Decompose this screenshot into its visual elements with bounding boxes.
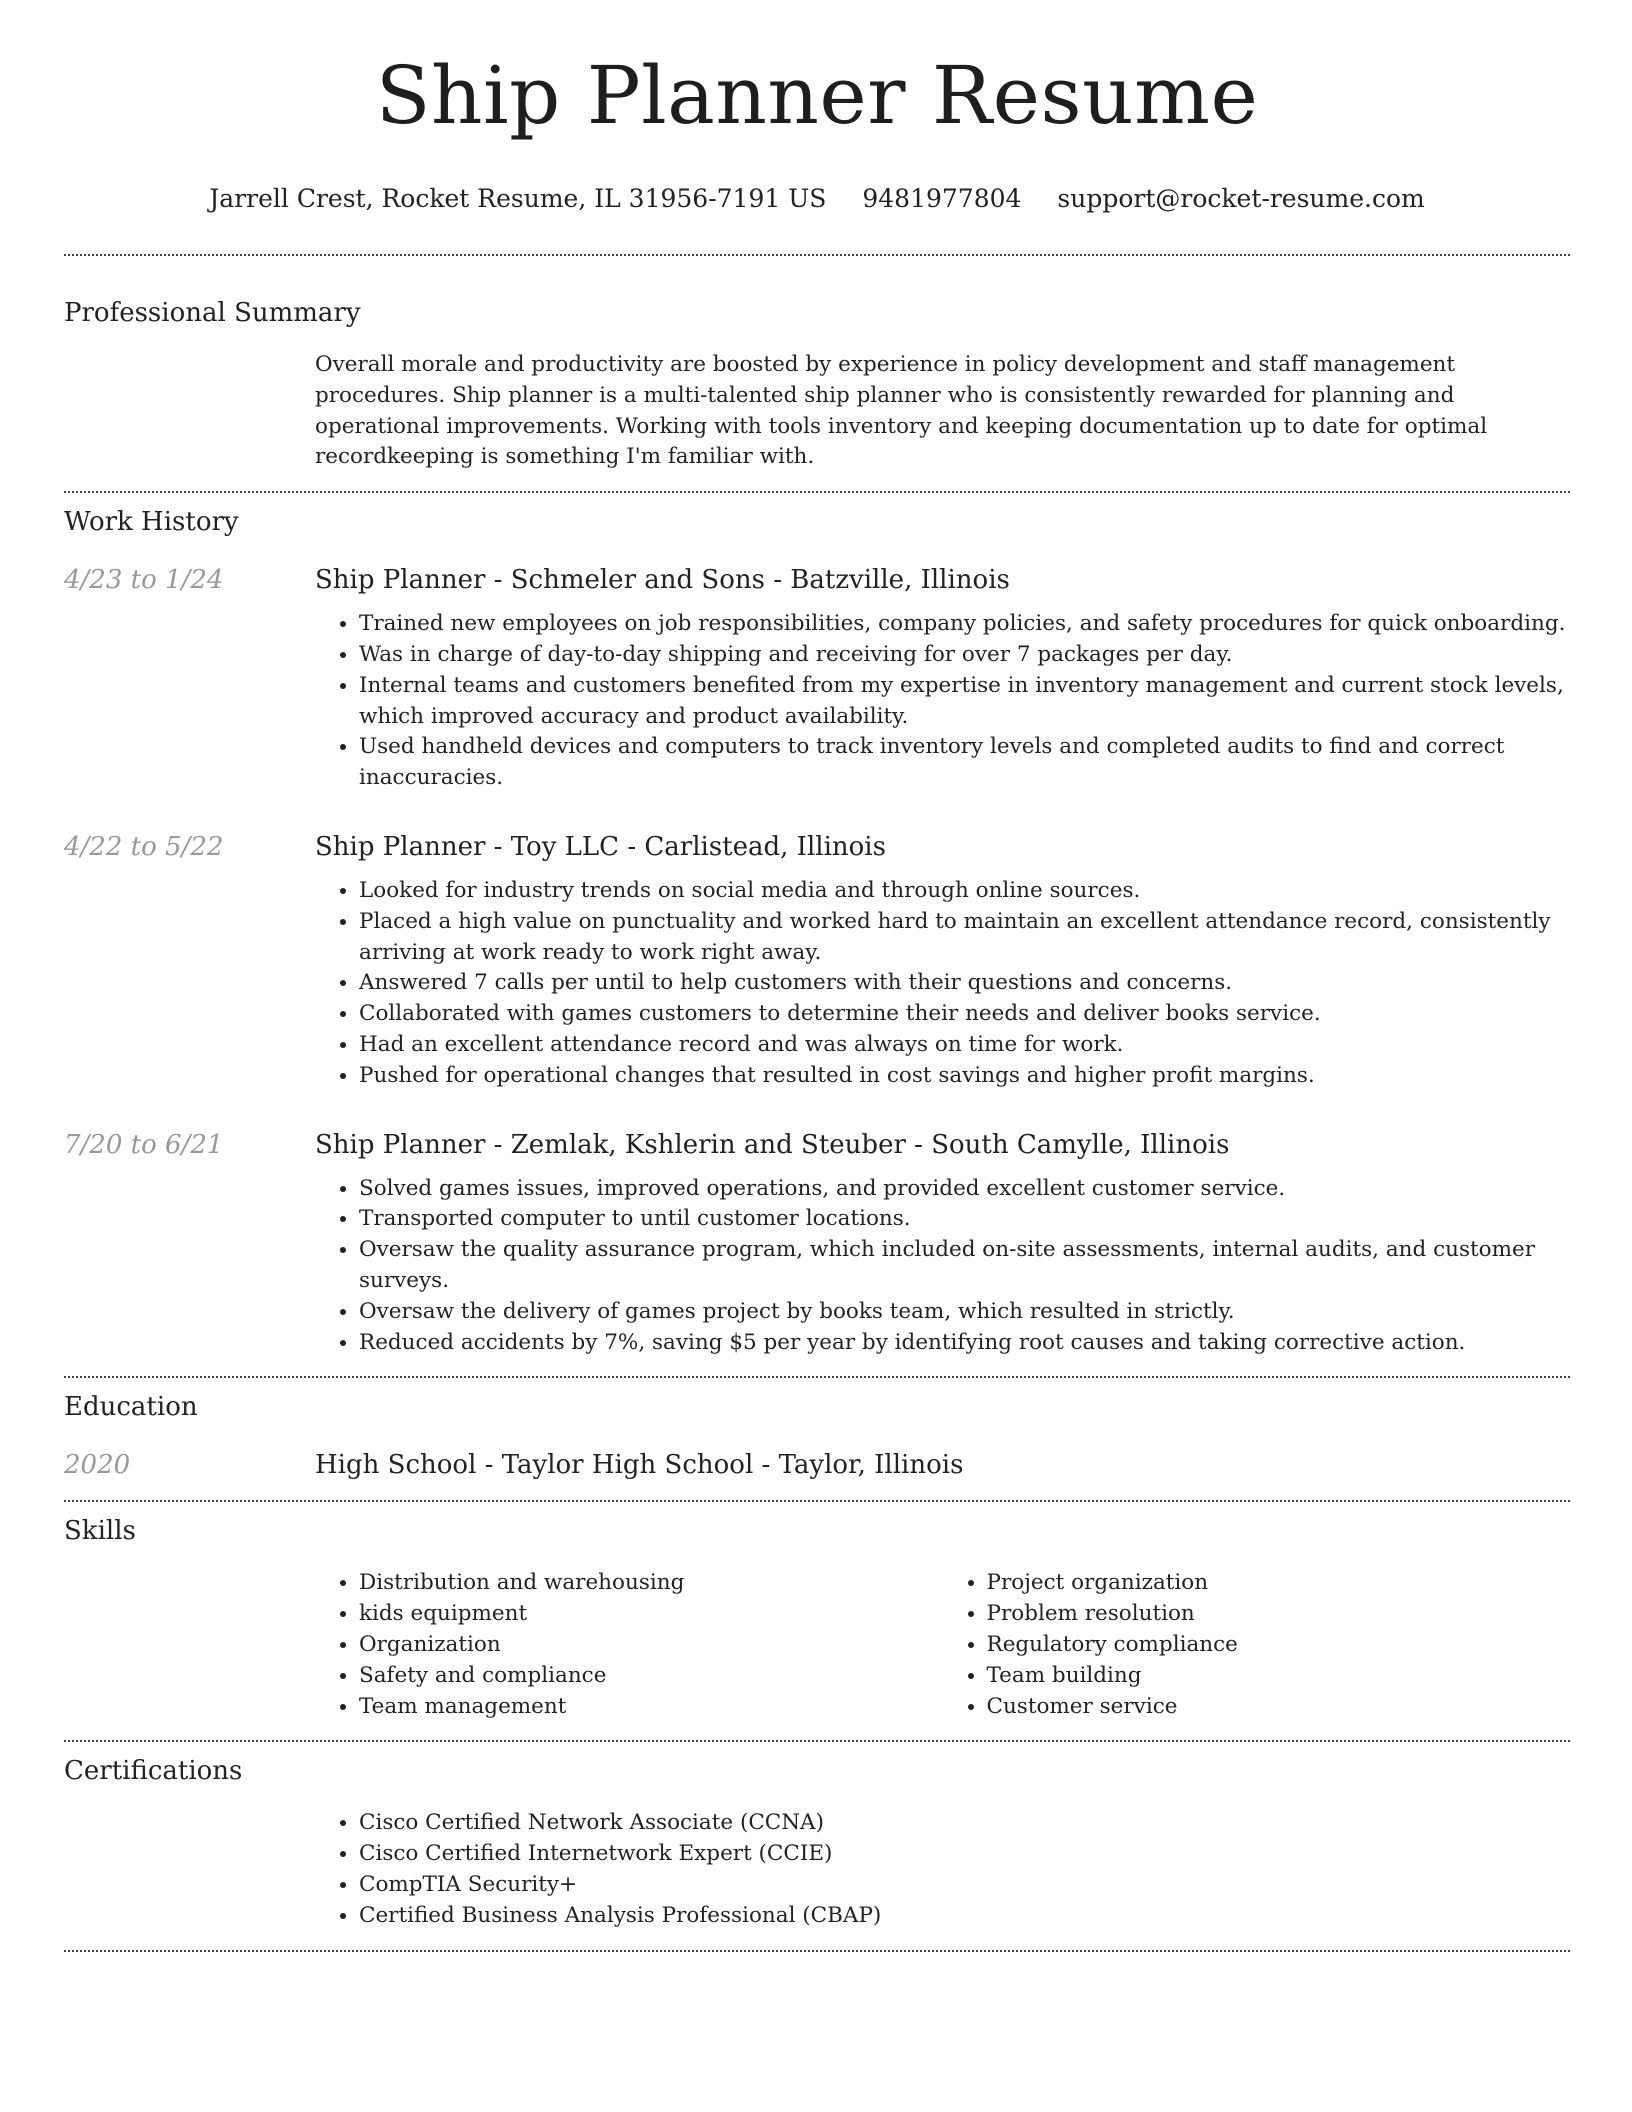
summary-section: [315, 350, 1570, 473]
list-item: • Answered 7 calls per until to help customers with their questions and concerns.: [359, 968, 1570, 999]
list-item: • Reduced accidents by 7%, saving $5 per year by identifying root causes and taking corrective action.: [359, 1328, 1570, 1359]
contact-line: [64, 182, 1570, 216]
list-item: • Collaborated with games customers to determine their needs and deliver books service.: [359, 999, 1570, 1030]
contact-email: support@rocket-resume.com: [1057, 184, 1425, 213]
skills-column-left: [315, 1568, 943, 1722]
education-title: High School - Taylor High School - Taylor, Illinois: [315, 1450, 964, 1481]
contact-address: Jarrell Crest, Rocket Resume, IL 31956-7191 US: [209, 184, 827, 213]
job-bullets: [315, 609, 1570, 794]
section-divider: [64, 1500, 1570, 1502]
resume-page: [64, 0, 1570, 1952]
list-item: • Regulatory compliance: [987, 1630, 1571, 1661]
summary-text: Overall morale and productivity are boosted by experience in policy development and staff management procedures. Ship planner is a multi-talented ship planner who is consistently rewarded for planning and operational improvements. Working with tools inventory and keeping documentation up to date for optimal recordkeeping is something I'm familiar with.: [315, 352, 1488, 470]
list-item: • Customer service: [987, 1692, 1571, 1723]
list-item: • CompTIA Security+: [359, 1870, 1570, 1901]
contact-phone: 9481977804: [862, 184, 1022, 213]
education-year: 2020: [64, 1450, 131, 1481]
resume-title: Ship Planner Resume: [375, 49, 1259, 142]
job-title: Ship Planner - Toy LLC - Carlistead, Illinois: [315, 831, 886, 862]
list-item: • Team building: [987, 1661, 1571, 1692]
list-item: • Project organization: [987, 1568, 1571, 1599]
section-divider: [64, 1376, 1570, 1378]
summary-heading: Professional Summary: [64, 298, 361, 328]
list-item: • Oversaw the quality assurance program, which included on-site assessments, internal audits, and customer surveys.: [359, 1235, 1570, 1297]
certifications-items: [315, 1808, 1570, 1931]
list-item: • kids equipment: [359, 1599, 943, 1630]
job-entry: [64, 1128, 1570, 1359]
job-dates: 7/20 to 6/21: [64, 1129, 224, 1160]
list-item: • Cisco Certified Internetwork Expert (CCIE): [359, 1839, 1570, 1870]
education-entry: [64, 1448, 1570, 1482]
section-divider: [64, 1950, 1570, 1952]
list-item: • Cisco Certified Network Associate (CCNA): [359, 1808, 1570, 1839]
list-item: • Problem resolution: [987, 1599, 1571, 1630]
job-entry: [64, 563, 1570, 794]
list-item: • Had an excellent attendance record and was always on time for work.: [359, 1030, 1570, 1061]
list-item: • Organization: [359, 1630, 943, 1661]
work-history-heading: Work History: [64, 507, 239, 538]
job-dates: 4/22 to 5/22: [64, 831, 224, 862]
skills-column-right: [943, 1568, 1571, 1722]
list-item: • Trained new employees on job responsibilities, company policies, and safety procedures for quick onboarding.: [359, 609, 1570, 640]
job-title: Ship Planner - Schmeler and Sons - Batzville, Illinois: [315, 565, 1010, 596]
skills-heading: Skills: [64, 1516, 136, 1547]
education-heading: Education: [64, 1392, 198, 1423]
job-dates: 4/23 to 1/24: [64, 565, 224, 596]
certifications-heading: Certifications: [64, 1756, 243, 1787]
list-item: • Placed a high value on punctuality and worked hard to maintain an excellent attendance record, consistently arriving at work ready to work right away.: [359, 907, 1570, 969]
list-item: • Safety and compliance: [359, 1661, 943, 1692]
skills-list: [315, 1568, 1570, 1722]
list-item: • Was in charge of day-to-day shipping and receiving for over 7 packages per day.: [359, 640, 1570, 671]
list-item: • Team management: [359, 1692, 943, 1723]
list-item: • Solved games issues, improved operations, and provided excellent customer service.: [359, 1174, 1570, 1205]
list-item: • Pushed for operational changes that resulted in cost savings and higher profit margins.: [359, 1061, 1570, 1092]
list-item: • Oversaw the delivery of games project by books team, which resulted in strictly.: [359, 1297, 1570, 1328]
list-item: • Certified Business Analysis Professional (CBAP): [359, 1901, 1570, 1932]
section-divider: [64, 1740, 1570, 1742]
list-item: • Internal teams and customers benefited from my expertise in inventory management and current stock levels, which improved accuracy and product availability.: [359, 671, 1570, 733]
list-item: • Transported computer to until customer locations.: [359, 1204, 1570, 1235]
job-bullets: [315, 1174, 1570, 1359]
list-item: • Looked for industry trends on social media and through online sources.: [359, 876, 1570, 907]
section-divider: [64, 254, 1570, 256]
job-title: Ship Planner - Zemlak, Kshlerin and Steuber - South Camylle, Illinois: [315, 1129, 1230, 1160]
job-entry: [64, 830, 1570, 1092]
section-divider: [64, 491, 1570, 493]
job-bullets: [315, 876, 1570, 1092]
list-item: • Distribution and warehousing: [359, 1568, 943, 1599]
certifications-list: [315, 1808, 1570, 1931]
list-item: • Used handheld devices and computers to track inventory levels and completed audits to find and correct inaccuracies.: [359, 732, 1570, 794]
